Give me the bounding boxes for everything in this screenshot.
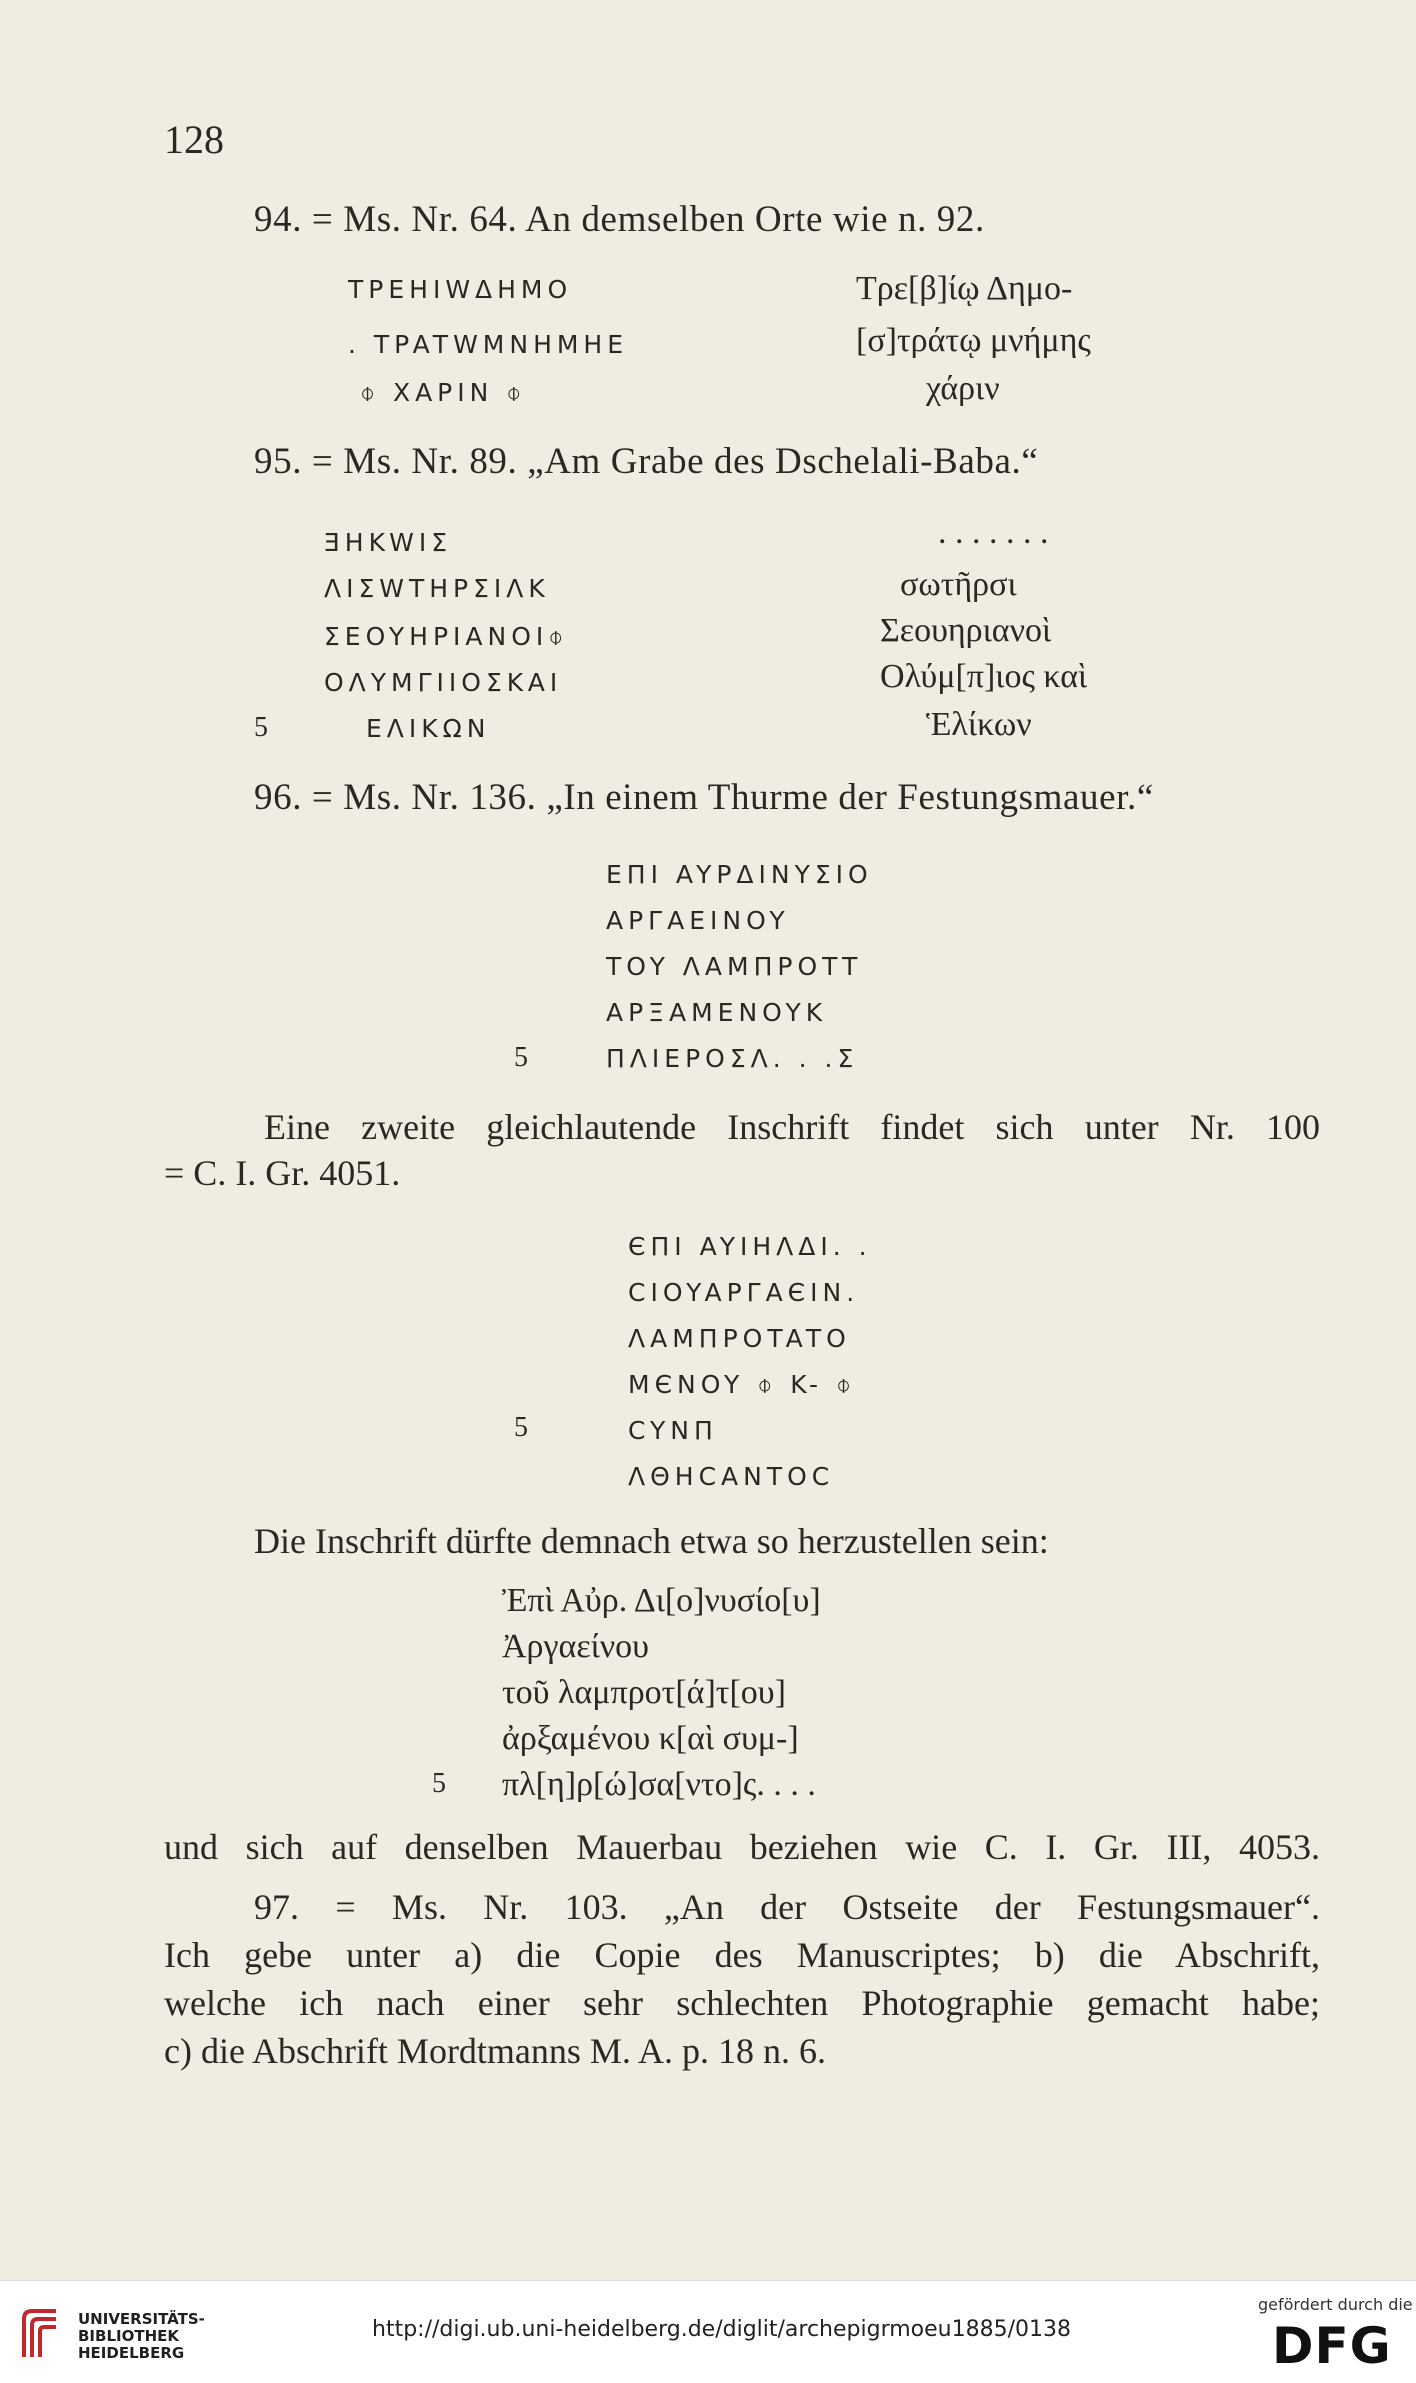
- inscription-94-line-1: TPEHIWΔHMO: [348, 275, 573, 304]
- section-97-line-4: c) die Abschrift Mordtmanns M. A. p. 18 n. 6.: [164, 2031, 826, 2071]
- restoration-line-5: πλ[η]ρ[ώ]σα[ντο]ς. . . .: [502, 1766, 816, 1803]
- inscription-94-line-3: ⌽ XAPIN ⌽: [360, 378, 527, 407]
- paragraph-second-inscription-line-1: Eine zweite gleichlautende Inschrift findet sich unter Nr. 100: [264, 1107, 1320, 1147]
- inscription-94-line-2: . TPATWMNHMHE: [348, 330, 629, 359]
- inscription-95-line-5: EΛIKΩN: [366, 714, 491, 743]
- inscription-100-line-5: CYNΠ: [628, 1416, 718, 1445]
- line-number-95: 5: [254, 712, 268, 743]
- footer-bar: [0, 2280, 1416, 2383]
- library-name-line-1: UNIVERSITÄTS-: [78, 2310, 205, 2328]
- restoration-intro: Die Inschrift dürfte demnach etwa so herzustellen sein:: [254, 1521, 1049, 1561]
- funded-by-label: gefördert durch die: [1258, 2295, 1413, 2314]
- inscription-96-line-2: APΓAEINOY: [606, 906, 790, 935]
- restoration-line-1: Ἐπὶ Αὐρ. Δι[ο]νυσίο[υ]: [502, 1582, 821, 1619]
- transcription-94-line-2: [σ]τράτῳ μνήμης: [856, 322, 1091, 359]
- library-name-line-3: HEIDELBERG: [78, 2344, 185, 2362]
- closing-sentence: und sich auf denselben Mauerbau beziehen wie C. I. Gr. III, 4053.: [164, 1827, 1320, 1867]
- library-name: [78, 2311, 205, 2362]
- inscription-100-line-4: MЄNOY ⌽ K- ⌽: [628, 1370, 856, 1399]
- inscription-95-line-1: ƎHKWIΣ: [324, 528, 452, 557]
- transcription-95-line-2: σωτῆρσι: [900, 566, 1017, 603]
- section-95-heading: 95. = Ms. Nr. 89. „Am Grabe des Dschelali-Baba.“: [254, 441, 1039, 482]
- transcription-95-line-3: Σεουηριανοὶ: [880, 612, 1052, 649]
- inscription-100-line-6: ΛΘHCANTOC: [628, 1462, 835, 1491]
- section-97-line-1: 97. = Ms. Nr. 103. „An der Ostseite der Festungsmauer“.: [254, 1887, 1320, 1927]
- inscription-100-line-2: CIOYAPΓAЄIN.: [628, 1278, 860, 1307]
- line-number-96: 5: [514, 1042, 528, 1073]
- inscription-95-line-3: ΣEOYHPIANOI⌽: [324, 622, 569, 651]
- inscription-96-line-4: APΞAMENOYK: [606, 998, 828, 1027]
- section-96-heading: 96. = Ms. Nr. 136. „In einem Thurme der Festungsmauer.“: [254, 777, 1154, 818]
- library-logo-icon: [14, 2305, 62, 2363]
- inscription-100-line-1: ЄΠI AYIHΛΔI. .: [628, 1232, 872, 1261]
- permalink-url[interactable]: http://digi.ub.uni-heidelberg.de/diglit/archepigrmoeu1885/0138: [372, 2317, 1071, 2342]
- transcription-94-line-3: χάριν: [926, 370, 1000, 407]
- library-name-line-2: BIBLIOTHEK: [78, 2327, 179, 2345]
- inscription-95-line-4: OΛYMΓIIOΣKAI: [324, 668, 563, 697]
- restoration-line-3: τοῦ λαμπροτ[ά]τ[ου]: [502, 1674, 786, 1711]
- line-number-100: 5: [514, 1412, 528, 1443]
- paragraph-second-inscription-line-2: = C. I. Gr. 4051.: [164, 1153, 401, 1193]
- transcription-94-line-1: Τρε[β]ίῳ Δημο-: [856, 270, 1073, 307]
- section-97-line-2: Ich gebe unter a) die Copie des Manuscriptes; b) die Abschrift,: [164, 1935, 1320, 1975]
- inscription-100-line-3: ΛAMΠPOTATO: [628, 1324, 851, 1353]
- line-number-restoration: 5: [432, 1768, 446, 1799]
- section-94-heading: 94. = Ms. Nr. 64. An demselben Orte wie n. 92.: [254, 199, 985, 240]
- inscription-96-line-3: TOY ΛAMΠPOTT: [606, 952, 863, 981]
- page-number: 128: [164, 117, 224, 162]
- restoration-line-2: Ἀργαείνου: [502, 1628, 649, 1665]
- transcription-95-line-1: . . . . . . .: [938, 514, 1049, 551]
- dfg-logo: DFG: [1272, 2317, 1392, 2375]
- transcription-95-line-5: Ἑλίκων: [926, 706, 1032, 743]
- inscription-96-line-1: EΠI AYPΔINYΣIO: [606, 860, 873, 889]
- section-97-line-3: welche ich nach einer sehr schlechten Photographie gemacht habe;: [164, 1983, 1320, 2023]
- transcription-95-line-4: Ολύμ[π]ιος καὶ: [880, 658, 1088, 695]
- restoration-line-4: ἀρξαμένου κ[αὶ συμ-]: [502, 1720, 799, 1757]
- inscription-96-line-5: ΠΛIEPOΣΛ. . .Σ: [606, 1044, 859, 1073]
- inscription-95-line-2: ΛIΣWTHPΣIΛK: [324, 574, 550, 603]
